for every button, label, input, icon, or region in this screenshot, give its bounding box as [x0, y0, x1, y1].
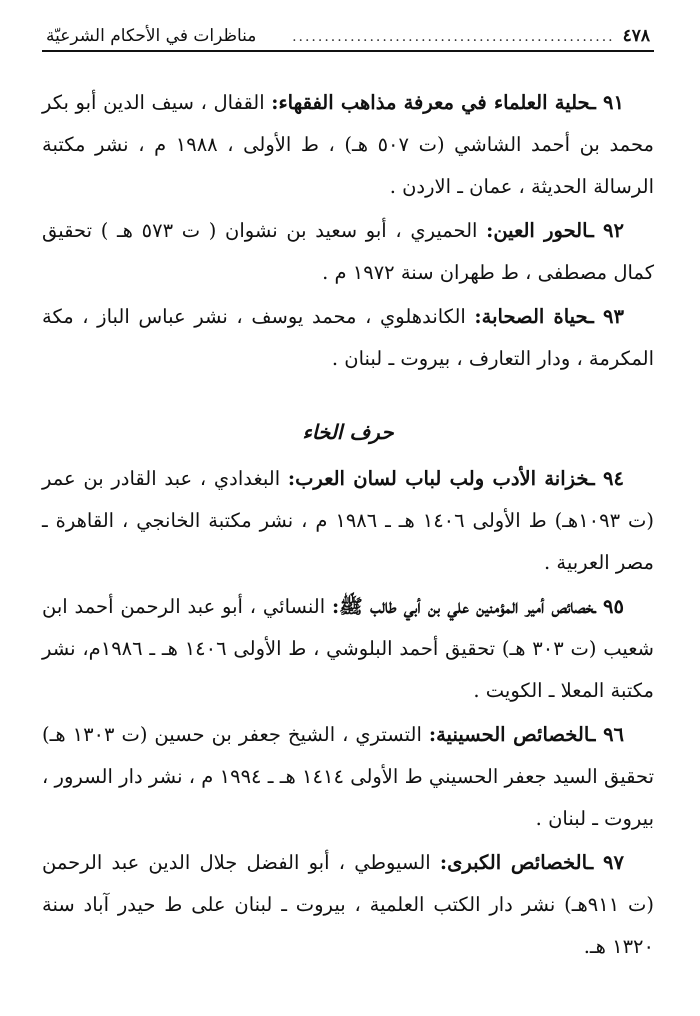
section-heading: حرف الخاء [302, 420, 394, 444]
entry-title: حياة الصحابة: [474, 305, 589, 328]
header-leader-dots: .................................................. [292, 29, 615, 45]
entry-title: خزانة الأدب ولب لباب لسان العرب: [287, 467, 589, 490]
entry-number: ٩٢ ـ [588, 219, 624, 242]
entry-text: القفال ، سيف الدين أبو بكر محمد بن أحمد الشاشي (ت ٥٠٧ هـ) ، ط الأولى ، ١٩٨٨ م ، نشر مكتبة الرسالة الحديثة ، عمان ـ الاردن . [42, 91, 654, 198]
bibliography-entry-94 [42, 458, 654, 584]
entry-title: الحور العين: [486, 219, 589, 242]
bibliography-list [42, 82, 654, 380]
entry-text: النسائي ، أبو عبد الرحمن أحمد ابن شعيب (ت ٣٠٣ هـ) تحقيق أحمد البلوشي ، ط الأولى ١٤٠٦ هـ ـ ١٩٨٦م، نشر مكتبة المعلا ـ الكويت . [42, 595, 655, 702]
bibliography-entry-95 [42, 586, 654, 712]
entry-number: ٩٣ ـ [588, 305, 624, 328]
entry-text: الكاندهلوي ، محمد يوسف ، نشر عباس الباز ، مكة المكرمة ، ودار التعارف ، بيروت ـ لبنان . [42, 305, 654, 370]
entry-title: خصائص أمير المؤمنين علي بن أبي طالب ﷺ: [331, 595, 594, 618]
entry-text: البغدادي ، عبد القادر بن عمر (ت ١٠٩٣هـ) ط الأولى ١٤٠٦ هـ ـ ١٩٨٦ م ، نشر مكتبة الخانجي ، القاهرة ـ مصر العربية . [42, 467, 654, 574]
entry-number: ٩٧ ـ [587, 851, 624, 874]
page-number: ٤٧٨ [622, 26, 650, 46]
bibliography-entry-93 [42, 296, 654, 380]
entry-title: حلية العلماء في معرفة مذاهب الفقهاء: [271, 91, 591, 114]
bibliography-entry-92 [42, 210, 654, 294]
bibliography-list [42, 458, 654, 968]
entry-text: التستري ، الشيخ جعفر بن حسين (ت ١٣٠٣ هـ) تحقيق السيد جعفر الحسيني ط الأولى ١٤١٤ هـ ـ ١٩٩٤ م ، نشر دار السرور ، بيروت ـ لبنان . [42, 723, 654, 830]
entry-number: ٩٥ ـ [593, 595, 624, 618]
bibliography-entry-91 [42, 82, 654, 208]
bibliography-entry-97 [42, 842, 654, 968]
entry-number: ٩١ ـ [590, 91, 624, 114]
entry-title: الخصائص الحسينية: [428, 723, 590, 746]
entry-title: الخصائص الكبرى: [439, 851, 588, 874]
entry-number: ٩٤ ـ [589, 467, 624, 490]
entry-text: الحميري ، أبو سعيد بن نشوان ( ت ٥٧٣ هـ ) تحقيق كمال مصطفى ، ط طهران سنة ١٩٧٢ م . [42, 219, 654, 284]
entry-text: السيوطي ، أبو الفضل جلال الدين عبد الرحمن (ت ٩١١هـ) نشر دار الكتب العلمية ، بيروت ـ لبنان على ط حيدر آباد سنة ١٣٢٠ هـ. [42, 851, 654, 958]
bibliography-entry-96 [42, 714, 654, 840]
running-header [42, 26, 654, 52]
entry-number: ٩٦ ـ [589, 723, 625, 746]
book-title: مناظرات في الأحكام الشرعيّة [46, 26, 257, 46]
